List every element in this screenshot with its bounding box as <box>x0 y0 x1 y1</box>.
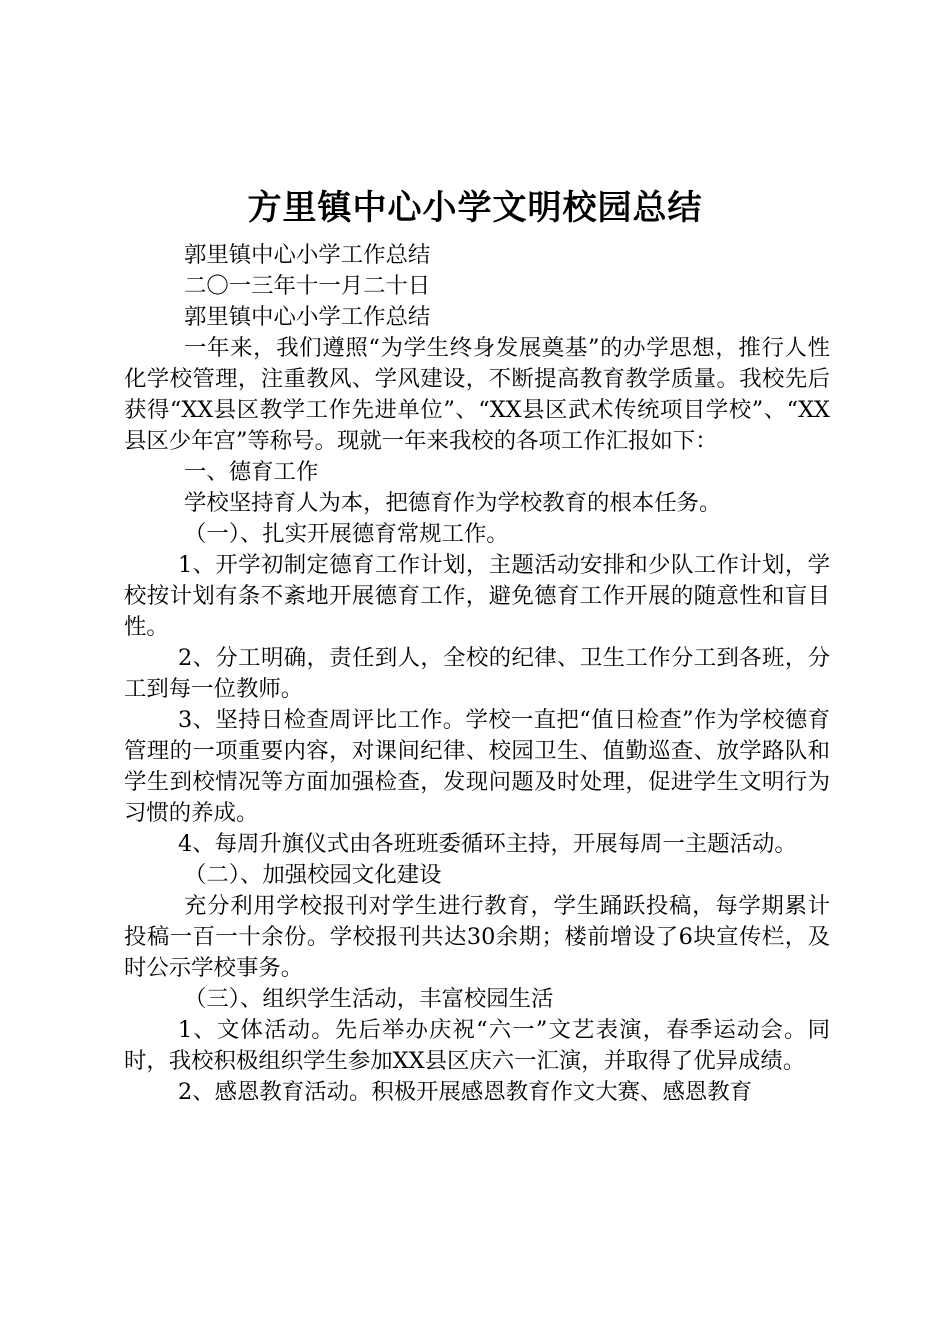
paragraph-date: 二〇一三年十一月二十日 <box>184 273 431 299</box>
paragraph-school-report-heading-1: 郭里镇中心小学工作总结 <box>184 242 431 268</box>
document-title: 方里镇中心小学文明校园总结 <box>247 188 703 228</box>
section-heading-moral-education: 一、德育工作 <box>184 459 319 485</box>
list-item-gratitude-education: 2、感恩教育活动。积极开展感恩教育作文大赛、感恩教育 <box>178 1079 753 1105</box>
subsection-heading-student-activities: （三）、组织学生活动，丰富校园生活 <box>184 986 554 1012</box>
list-item-work-plan: 1、开学初制定德育工作计划，主题活动安排和少队工作计划，学校按计划有条不紊地开展德育工作，避免德育工作开展的随意性和盲目性。 <box>124 552 830 640</box>
paragraph-introduction: 一年来，我们遵照“为学生终身发展奠基”的办学思想，推行人性化学校管理，注重教风、学风建设，不断提高教育教学质量。我校先后获得“XX县区教学工作先进单位”、“XX县区武术传统项目学校”、“XX县区少年宫”等称号。现就一年来我校的各项工作汇报如下： <box>124 335 830 454</box>
subsection-heading-routine-work: （一）、扎实开展德育常规工作。 <box>184 521 509 547</box>
paragraph-moral-education-summary: 学校坚持育人为本，把德育作为学校教育的根本任务。 <box>184 490 722 516</box>
document-body <box>124 240 830 1108</box>
list-item-flag-ceremony: 4、每周升旗仪式由各班班委循环主持，开展每周一主题活动。 <box>178 831 797 857</box>
list-item-daily-inspection: 3、坚持日检查周评比工作。学校一直把“值日检查”作为学校德育管理的一项重要内容，对课间纪律、校园卫生、值勤巡查、放学路队和学生到校情况等方面加强检查，发现问题及时处理，促进学生文明行为习惯的养成。 <box>124 707 830 826</box>
list-item-sports-arts: 1、文体活动。先后举办庆祝“六一”文艺表演，春季运动会。同时，我校积极组织学生参加XX县区庆六一汇演，并取得了优异成绩。 <box>124 1017 830 1074</box>
paragraph-school-report-heading-2: 郭里镇中心小学工作总结 <box>184 304 431 330</box>
paragraph-school-newspaper: 充分利用学校报刊对学生进行教育，学生踊跃投稿，每学期累计投稿一百一十余份。学校报刊共达30余期；楼前增设了6块宣传栏，及时公示学校事务。 <box>124 893 830 981</box>
subsection-heading-campus-culture: （二）、加强校园文化建设 <box>184 862 442 888</box>
list-item-responsibilities: 2、分工明确，责任到人，全校的纪律、卫生工作分工到各班，分工到每一位教师。 <box>124 645 830 702</box>
